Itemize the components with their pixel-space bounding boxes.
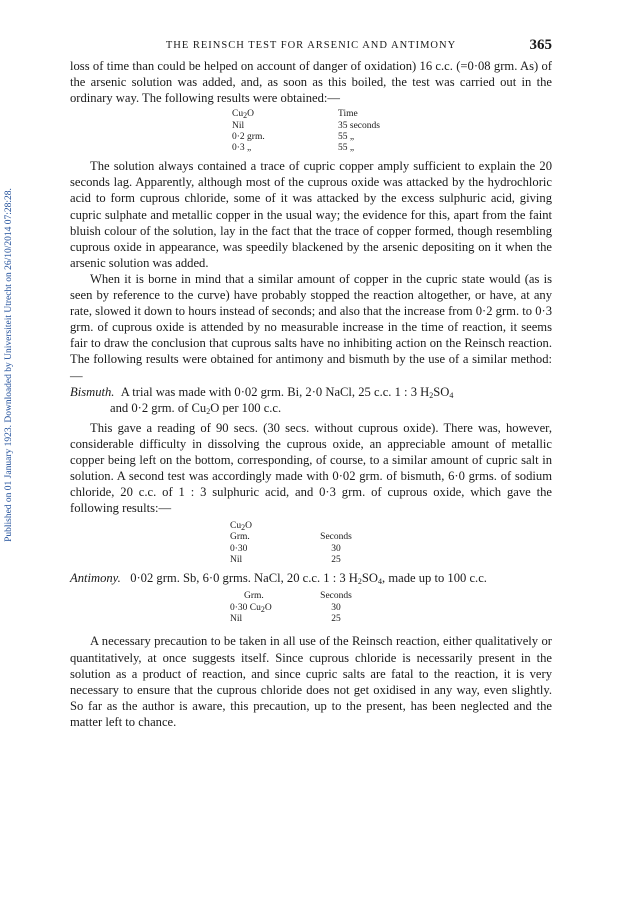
running-title: THE REINSCH TEST FOR ARSENIC AND ANTIMONY [165,40,457,51]
table-cell: 30 [331,544,341,555]
table-row [230,614,552,625]
table-cell: 0·30 $Cu_2O$ [230,603,272,615]
bismuth-entry [70,384,552,416]
table-header-seconds: Seconds [320,532,352,543]
table-cell: 0·3 „ [232,143,252,154]
table-row [230,603,552,614]
paragraph-2: The solution always contained a trace of cupric copper amply sufficient to explain the 20 seconds lag. Apparently, although most of the cuprous oxide was attacked by the hydrochloric acid to form cuprous chloride, some of it was attacked by the excess sulphuric acid, giving cupric sulphate and metallic copper in the usual way; the evidence for this, apart from the faint bluish colour of the solution, lay in the fact that the trace of copper formed, though resembling cuprous oxide in appearance, was speedily blackened by the arsenic depositing on it when the arsenic solution was added. [70,159,552,270]
table-header-cu2o: $Cu_2O$ [232,109,254,121]
table-header-grm: Grm. [244,591,264,602]
table-row [232,121,552,132]
table-cell: 25 [331,555,341,566]
table-cell: Nil [230,555,243,566]
table-cell: 0·2 grm. [232,132,265,143]
table-cell: Nil [232,121,245,132]
page-number: 365 [529,37,552,53]
table-header-grm: Grm. [230,532,250,543]
running-head [70,37,552,58]
table-cell: 55 „ [338,132,355,143]
antimony-label: Antimony. [70,571,121,586]
bismuth-label: Bismuth. [70,384,115,399]
table-header-row [230,521,552,532]
table-header-row [232,109,552,120]
table-row [232,132,552,143]
table-cell: 0·30 [230,544,248,555]
table-header-row [230,591,552,602]
table-header-time: Time [338,109,358,120]
paragraph-4: This gave a reading of 90 secs. (30 secs. without cuprous oxide). There was, however, considerable difficulty in dissolving the cuprous oxide, an appreciable amount of metallic copper being left on the bottom, corresponding, of course, to a similar amount of cupric salt in solution. A second test was accordingly made with 0·02 grm. of bismuth, 6·0 grms. of sodium chloride, 20 c.c. of 1 : 3 sulphuric acid, and 0·3 grm. of cuprous oxide, which gave the following results:— [70,420,552,516]
table-cell: 25 [331,614,341,625]
paragraph-5: A necessary precaution to be taken in all use of the Reinsch reaction, either qualitatively or quantitatively, at once suggests itself. Since cuprous chloride is necessarily present in the solution as a product of reaction, and since cupric salts are fatal to the reaction, it is very necessary to ensure that the cuprous chloride does not get oxidised in any way, even slightly. So far as the author is aware, this precaution, up to the present, has been neglected and the matter left to chance. [70,634,552,729]
table-row [230,555,552,566]
table-header-row [230,532,552,543]
table-row [232,143,552,154]
download-watermark [2,150,16,580]
paragraph-1: loss of time than could be helped on account of danger of oxidation) 16 c.c. (=0·08 grm. As) of the arsenic solution was added, and, as soon as this boiled, the test was carried out in the ordinary way. The following results were obtained:— [70,59,552,106]
table-cell: Nil [230,614,243,625]
bismuth-results-table [70,521,552,566]
download-watermark-text: Published on 01 January 1923. Downloaded by Universiteit Utrecht on 26/10/2014 07:28:28. [4,188,14,542]
table-cell: 30 [331,603,341,614]
journal-page [70,37,552,730]
table-cell: 35 seconds [338,121,380,132]
antimony-results-table [70,591,552,625]
bismuth-continuation: and 0·2 grm. of $Cu_2O$ per 100 c.c. [110,400,282,416]
bismuth-line: Bismuth. A trial was made with 0·02 grm. Bi, 2·0 NaCl, 25 c.c. 1 : 3 $H_2SO_4$ [70,384,454,400]
antimony-line: Antimony. 0·02 grm. Sb, 6·0 grms. NaCl, 20 c.c. 1 : 3 $H_2SO_4$, made up to 100 c.c. [70,571,487,587]
table-cell: 55 „ [338,143,355,154]
cuprous-oxide-time-table [70,109,552,154]
table-header-cu2o: $Cu_2O$ [230,521,252,533]
paragraph-3: When it is borne in mind that a similar amount of copper in the cupric state would (as is seen by reference to the curve) have probably stopped the reaction altogether, or have, at any rate, slowed it down to hours instead of seconds; and also that the increase from 0·2 grm. to 0·3 grm. of cuprous oxide is attended by no measurable increase in the time of reaction, it seems fair to draw the conclusion that cuprous salts have no inhibiting action on the Reinsch reaction. The following results were obtained for antimony and bismuth by the use of a similar method:— [70,271,552,383]
table-header-seconds: Seconds [320,591,352,602]
table-row [230,544,552,555]
